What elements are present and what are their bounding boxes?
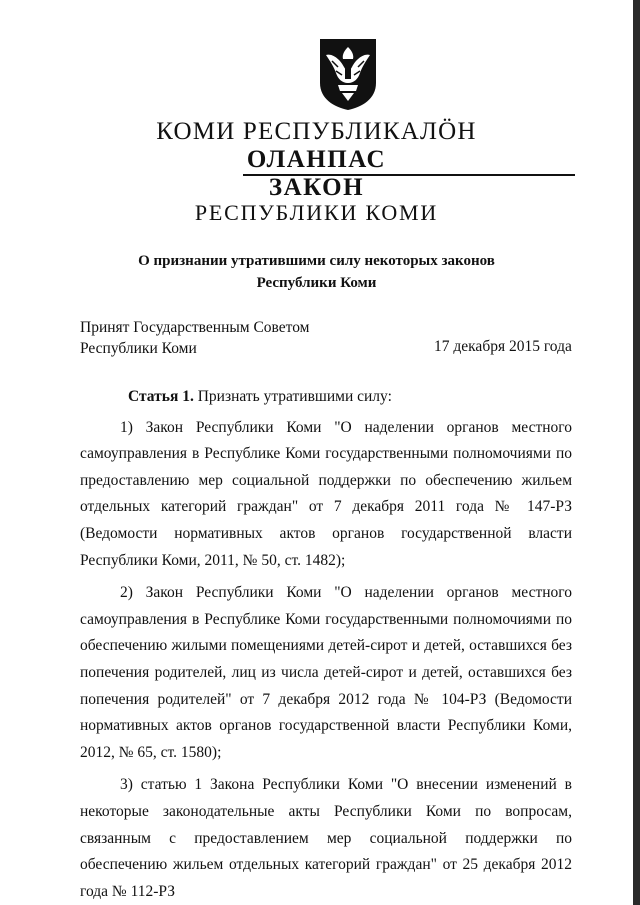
header-line-zakon: ЗАКОН <box>268 174 365 201</box>
scan-edge-shadow <box>633 0 640 905</box>
komi-coat-of-arms-icon <box>318 37 378 111</box>
article-intro <box>80 384 572 411</box>
article-intro-text: Признать утратившими силу: <box>197 388 392 405</box>
article-item-3: 3) статью 1 Закона Республики Коми "О внесении изменений в некоторые законодательные акты Республики Коми по вопросам, связанным с предоставлением мер социальной поддержки по обеспечению жильем отдельных категорий граждан" от 25 декабря 2012 года № 112-РЗ <box>80 776 572 900</box>
article-item-2: 2) Закон Республики Коми "О наделении органов местного самоуправления в Республике Коми государственными полномочиями по обеспечению жилыми помещениями детей-сирот и детей, оставшихся без попечения родителей, лиц из числа детей-сирот и детей, оставшихся без попечения родителей" от 7 декабря 2012 года № 104-РЗ (Ведомости нормативных актов органов государственной власти Республики Коми, 2012, № 65, ст. 1580); <box>80 584 572 761</box>
document-title <box>0 250 633 294</box>
header-line-komi: КОМИ РЕСПУБЛИКАЛӦН <box>156 118 477 145</box>
article-item-1: 1) Закон Республики Коми "О наделении органов местного самоуправления в Республике Коми государственными полномочиями по предоставлению мер социальной поддержки по обеспечению жильем отдельных категорий граждан" от 7 декабря 2011 года № 147-РЗ (Ведомости нормативных актов органов государственной власти Республики Коми, 2011, № 50, ст. 1482); <box>80 418 572 569</box>
document-title-line2: Республики Коми <box>256 275 377 291</box>
adopted-date: 17 декабря 2015 года <box>434 338 572 355</box>
article-heading: Статья 1. <box>128 388 194 405</box>
adopted-line2: Республики Коми <box>80 340 197 357</box>
header-line-republic: РЕСПУБЛИКИ КОМИ <box>194 200 439 225</box>
header-line-olanpas: ОЛАНПАС <box>246 146 387 173</box>
article-1 <box>80 384 572 905</box>
document-title-line1: О признании утратившими силу некоторых законов <box>138 253 495 269</box>
adopted-line1: Принят Государственным Советом <box>80 319 310 336</box>
